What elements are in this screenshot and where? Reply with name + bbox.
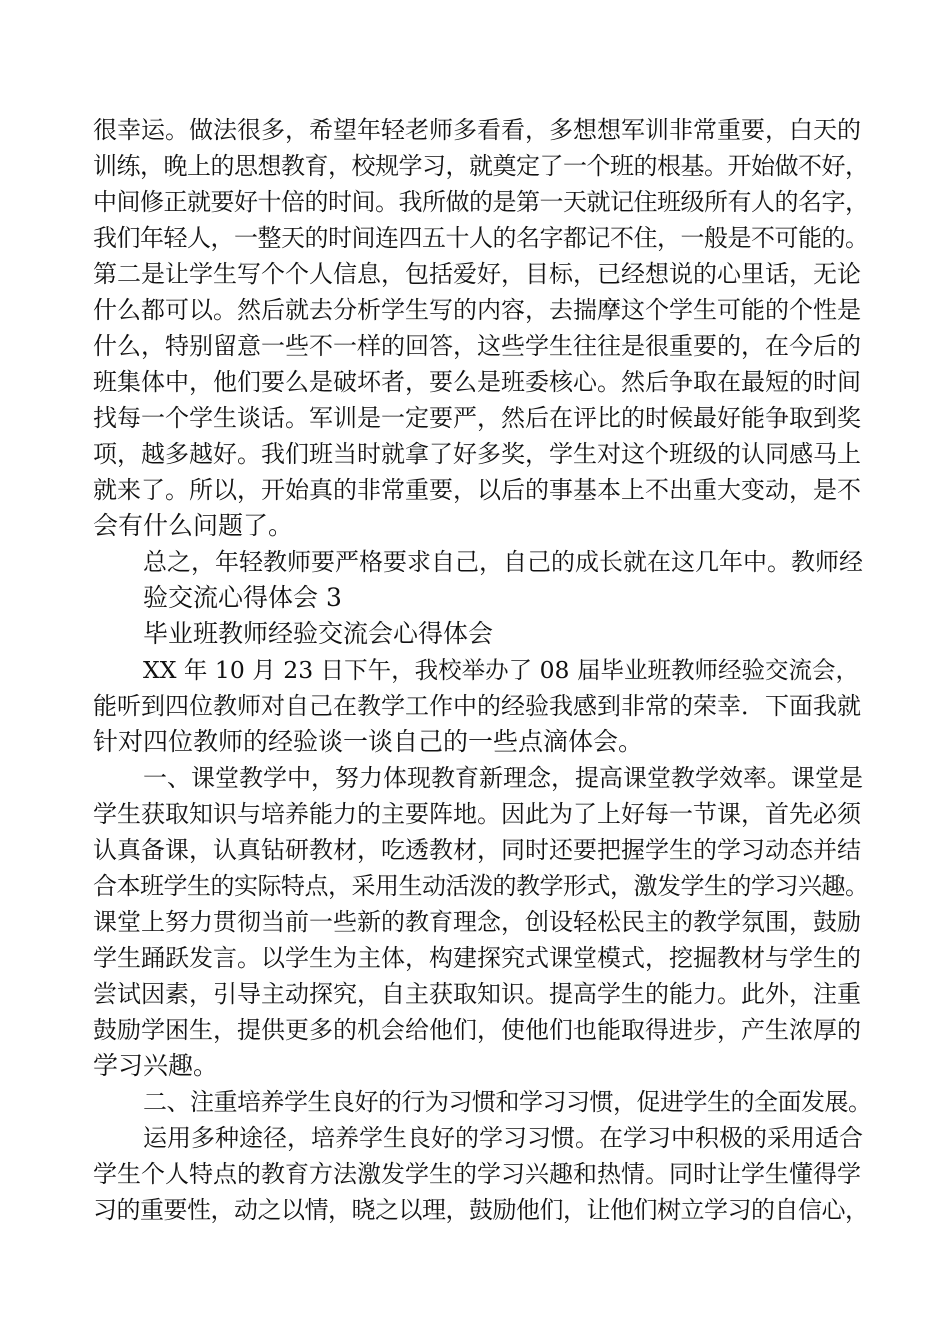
text-line: 训练，晚上的思想教育，校规学习，就奠定了一个班的根基。开始做不好， xyxy=(93,152,869,180)
text-line: 鼓励学困生，提供更多的机会给他们，使他们也能取得进步，产生浓厚的 xyxy=(93,1016,861,1044)
text-line: 二、注重培养学生良好的行为习惯和学习习惯，促进学生的全面发展。 xyxy=(143,1088,872,1116)
text-line: 找每一个学生谈话。军训是一定要严，然后在评比的时候最好能争取到奖 xyxy=(93,404,861,432)
text-line: 学生踊跃发言。以学生为主体，构建探究式课堂模式，挖掘教材与学生的 xyxy=(93,944,861,972)
text-line: 会有什么问题了。 xyxy=(93,511,294,540)
text-line: 认真备课，认真钻研教材，吃透教材，同时还要把握学生的学习动态并结 xyxy=(93,836,861,864)
text-line: 习的重要性，动之以情，晓之以理，鼓励他们，让他们树立学习的自信心， xyxy=(93,1196,869,1224)
text-line: 班集体中，他们要么是破坏者，要么是班委核心。然后争取在最短的时间 xyxy=(93,368,861,396)
text-line: 总之，年轻教师要严格要求自己，自己的成长就在这几年中。教师经 xyxy=(143,548,863,576)
text-line: 学生获取知识与培养能力的主要阵地。因此为了上好每一节课，首先必须 xyxy=(93,800,861,828)
text-line: 一、课堂教学中，努力体现教育新理念，提高课堂教学效率。课堂是 xyxy=(143,764,863,792)
text-line: 合本班学生的实际特点，采用生动活泼的教学形式，激发学生的学习兴趣。 xyxy=(93,872,869,900)
text-line: 验交流心得体会 3 xyxy=(143,583,342,612)
text-line: 学习兴趣。 xyxy=(93,1051,219,1080)
text-line: 尝试因素，引导主动探究，自主获取知识。提高学生的能力。此外，注重 xyxy=(93,980,861,1008)
text-line: 第二是让学生写个个人信息，包括爱好，目标，已经想说的心里话，无论 xyxy=(93,260,861,288)
text-line: 就来了。所以，开始真的非常重要，以后的事基本上不出重大变动，是不 xyxy=(93,476,861,504)
text-line: 什么都可以。然后就去分析学生写的内容，去揣摩这个学生可能的个性是 xyxy=(93,296,861,324)
text-line: XX 年 10 月 23 日下午，我校举办了 08 届毕业班教师经验交流会， xyxy=(143,656,859,684)
text-line: 我们年轻人，一整天的时间连四五十人的名字都记不住，一般是不可能的。 xyxy=(93,224,869,252)
text-line: 能听到四位教师对自己在教学工作中的经验我感到非常的荣幸．下面我就 xyxy=(93,692,861,720)
section-title: 毕业班教师经验交流会心得体会 xyxy=(143,619,494,648)
text-line: 针对四位教师的经验谈一谈自己的一些点滴体会。 xyxy=(93,727,644,756)
text-line: 运用多种途径，培养学生良好的学习习惯。在学习中积极的采用适合 xyxy=(143,1124,863,1152)
body-text xyxy=(93,112,873,1228)
text-line: 学生个人特点的教育方法激发学生的学习兴趣和热情。同时让学生懂得学 xyxy=(93,1160,861,1188)
text-line: 课堂上努力贯彻当前一些新的教育理念，创设轻松民主的教学氛围，鼓励 xyxy=(93,908,861,936)
text-line: 项，越多越好。我们班当时就拿了好多奖，学生对这个班级的认同感马上 xyxy=(93,440,861,468)
text-line: 什么，特别留意一些不一样的回答，这些学生往往是很重要的，在今后的 xyxy=(93,332,861,360)
text-line: 中间修正就要好十倍的时间。我所做的是第一天就记住班级所有人的名字， xyxy=(93,188,869,216)
text-line: 很幸运。做法很多，希望年轻老师多看看，多想想军训非常重要，白天的 xyxy=(93,116,861,144)
